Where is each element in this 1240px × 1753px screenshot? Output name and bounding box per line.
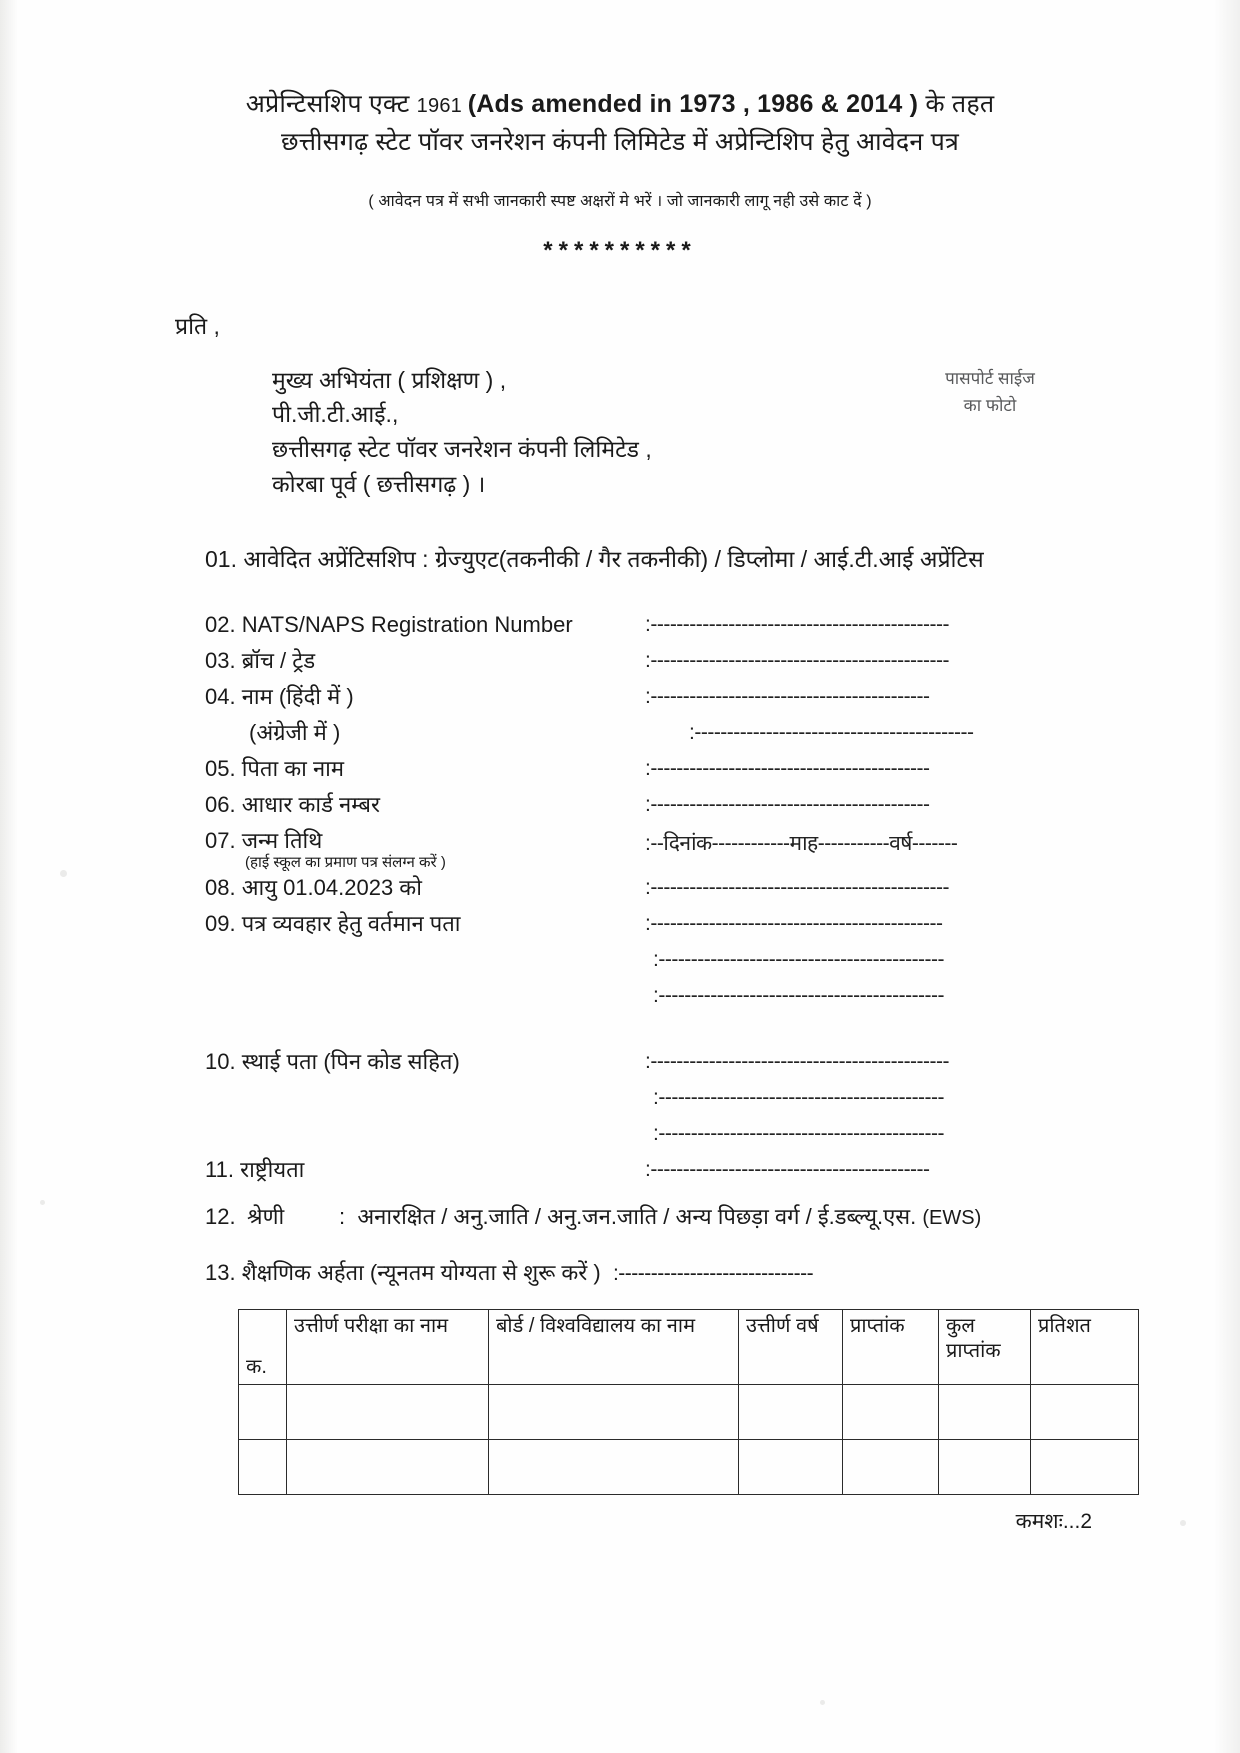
scan-speck	[820, 1700, 825, 1705]
table-cell-percentage[interactable]	[1031, 1439, 1139, 1494]
table-cell-serial[interactable]	[239, 1384, 287, 1439]
field-10-extra-row	[205, 1119, 1085, 1155]
field-03-number: 03.	[205, 648, 236, 674]
field-04-number: 04.	[205, 684, 236, 710]
field-row-04-english	[205, 718, 1085, 754]
title-amendment-note: (Ads amended in 1973 , 1986 & 2014 )	[467, 90, 919, 118]
field-05-input-line[interactable]: :-------------------------------------------	[645, 757, 930, 781]
field-10-text: स्थाई पता (पिन कोड सहित)	[241, 1048, 460, 1074]
field-12-ews-abbrev: (EWS)	[922, 1206, 982, 1229]
addressee-line: छत्तीसगढ़ स्टेट पॉवर जनरेशन कंपनी लिमिटेड ,	[272, 436, 652, 463]
field-11-input-line[interactable]: :-------------------------------------------	[645, 1157, 930, 1181]
field-09-input-line[interactable]: :---------------------------------------------	[645, 911, 943, 935]
star-divider: **********	[543, 236, 697, 264]
page-title-line-2: छत्तीसगढ़ स्टेट पॉवर जनरेशन कंपनी लिमिटेड में अप्रेन्टिशिप हेतु आवेदन पत्र	[280, 128, 959, 157]
field-02-label	[205, 610, 645, 639]
field-02-input-line[interactable]: :----------------------------------------------	[645, 613, 950, 637]
field-04-input-line[interactable]: :-------------------------------------------	[645, 685, 930, 709]
field-07-label	[205, 826, 645, 873]
field-09-extra-row	[205, 945, 1085, 981]
page-title-line-1	[0, 86, 1240, 122]
field-10-number: 10.	[205, 1048, 236, 1074]
addressee-line: कोरबा पूर्व ( छत्तीसगढ़ ) ।	[272, 471, 486, 498]
table-header-serial: क.	[239, 1309, 287, 1384]
table-cell-pass-year[interactable]	[739, 1384, 843, 1439]
table-cell-exam-name[interactable]	[287, 1384, 489, 1439]
field-row-03	[205, 646, 1085, 682]
table-cell-percentage[interactable]	[1031, 1384, 1139, 1439]
table-cell-board-university[interactable]	[489, 1439, 739, 1494]
field-12-label: श्रेणी	[247, 1203, 285, 1229]
field-08-number: 08.	[205, 874, 236, 900]
photo-placeholder-line-1: पासपोर्ट साईज	[945, 368, 1035, 388]
field-row-05	[205, 754, 1085, 790]
field-02-number: 02.	[205, 612, 236, 638]
table-row[interactable]	[239, 1439, 1139, 1494]
field-01-label: आवेदित अप्रेंटिसशिप :	[243, 546, 429, 573]
table-header-exam-name: उत्तीर्ण परीक्षा का नाम	[287, 1309, 489, 1384]
field-09-number: 09.	[205, 910, 236, 936]
table-header-percentage: प्रतिशत	[1031, 1309, 1139, 1384]
field-01-number: 01.	[205, 546, 237, 573]
field-row-02	[205, 610, 1085, 646]
field-07-text: जन्म तिथि	[241, 828, 323, 854]
field-12-options[interactable]: अनारक्षित / अनु.जाति / अनु.जन.जाति / अन्य पिछड़ा वर्ग / ई.डब्ल्यू.एस.	[357, 1203, 917, 1229]
field-row-10	[205, 1047, 1085, 1083]
field-06-label	[205, 790, 645, 819]
field-08-text: आयु 01.04.2023 को	[241, 874, 422, 900]
field-06-input-line[interactable]: :-------------------------------------------	[645, 793, 930, 817]
field-12-category	[205, 1201, 1240, 1231]
field-09-label	[205, 909, 645, 938]
table-header-marks-obtained: प्राप्तांक	[843, 1309, 939, 1384]
field-07-note: (हाई स्कूल का प्रमाण पत्र संलग्न करें )	[245, 854, 446, 872]
field-05-label	[205, 754, 645, 783]
field-06-number: 06.	[205, 792, 236, 818]
table-header-pass-year: उत्तीर्ण वर्ष	[739, 1309, 843, 1384]
page-continuation-note: कमशः...2	[1015, 1509, 1092, 1533]
field-11-label	[205, 1155, 645, 1184]
field-05-text: पिता का नाम	[241, 756, 345, 782]
field-01-options[interactable]: ग्रेज्युएट(तकनीकी / गैर तकनीकी) / डिप्लोमा / आई.टी.आई अप्रेंटिस	[434, 546, 984, 573]
fields-list	[205, 610, 1085, 1191]
field-07-number: 07.	[205, 828, 236, 854]
field-row-11	[205, 1155, 1085, 1191]
table-cell-total-marks[interactable]	[939, 1439, 1031, 1494]
field-12-number: 12.	[205, 1203, 236, 1229]
field-row-07	[205, 826, 1085, 873]
table-cell-serial[interactable]	[239, 1439, 287, 1494]
field-row-04	[205, 682, 1085, 718]
field-10-input-line-2[interactable]: :--------------------------------------------	[653, 1085, 945, 1109]
photo-placeholder-line-2: का फोटो	[963, 395, 1017, 415]
field-11-text: राष्ट्रीयता	[240, 1156, 305, 1182]
field-12-colon: :	[339, 1203, 346, 1229]
field-02-text: NATS/NAPS Registration Number	[241, 612, 573, 638]
field-10-extra-row	[205, 1083, 1085, 1119]
field-03-text: ब्रॉच / ट्रेड	[241, 648, 316, 674]
field-row-09	[205, 909, 1085, 945]
row-spacer	[205, 1017, 1085, 1047]
field-13-educational-qualification	[205, 1257, 1240, 1287]
table-row[interactable]	[239, 1384, 1139, 1439]
field-row-08	[205, 873, 1085, 909]
field-10-input-line-3[interactable]: :--------------------------------------------	[653, 1121, 945, 1145]
addressee-block	[0, 363, 1240, 503]
field-04-label	[205, 682, 645, 711]
field-09-text: पत्र व्यवहार हेतु वर्तमान पता	[241, 910, 461, 936]
table-cell-marks-obtained[interactable]	[843, 1439, 939, 1494]
field-13-label: शैक्षणिक अर्हता (न्यूनतम योग्यता से शुरू करें )	[241, 1259, 601, 1285]
table-cell-exam-name[interactable]	[287, 1439, 489, 1494]
table-cell-pass-year[interactable]	[739, 1439, 843, 1494]
table-header-total-marks: कुल प्राप्तांक	[939, 1309, 1031, 1384]
field-05-number: 05.	[205, 756, 236, 782]
title-suffix: के तहत	[918, 90, 995, 118]
addressee-line: पी.जी.टी.आई.,	[272, 401, 399, 428]
field-04-text: नाम (हिंदी में )	[241, 684, 354, 710]
qualification-table	[238, 1309, 1139, 1495]
field-01-apprenticeship-applied	[205, 542, 1240, 574]
field-13-input-line[interactable]: :------------------------------	[612, 1261, 814, 1285]
table-cell-marks-obtained[interactable]	[843, 1384, 939, 1439]
field-13-number: 13.	[205, 1259, 236, 1285]
qualification-table-wrapper	[238, 1309, 1091, 1495]
field-03-label	[205, 646, 645, 675]
addressee-line: मुख्य अभियंता ( प्रशिक्षण ) ,	[272, 366, 507, 393]
title-prefix: अप्रेन्टिसशिप एक्ट	[245, 90, 417, 118]
field-04-english-label: (अंग्रेजी में )	[249, 720, 341, 746]
field-07-input-line[interactable]: :--दिनांक------------माह-----------वर्ष-------	[645, 832, 958, 856]
table-cell-total-marks[interactable]	[939, 1384, 1031, 1439]
field-10-label	[205, 1047, 645, 1076]
field-row-06	[205, 790, 1085, 826]
table-header-board-university: बोर्ड / विश्वविद्यालय का नाम	[489, 1309, 739, 1384]
title-act-year: 1961	[416, 95, 468, 117]
field-11-number: 11.	[205, 1156, 234, 1182]
table-header-row	[239, 1309, 1139, 1384]
field-04-english-input-line[interactable]: :-------------------------------------------	[689, 721, 974, 745]
field-03-input-line[interactable]: :----------------------------------------------	[645, 649, 950, 673]
passport-photo-placeholder	[900, 365, 1080, 419]
field-09-extra-row	[205, 981, 1085, 1017]
field-09-input-line-2[interactable]: :--------------------------------------------	[653, 947, 945, 971]
field-09-input-line-3[interactable]: :--------------------------------------------	[653, 983, 945, 1007]
field-08-input-line[interactable]: :----------------------------------------------	[645, 875, 950, 899]
addressee-to-label: प्रति ,	[175, 312, 220, 339]
field-06-text: आधार कार्ड नम्बर	[241, 792, 380, 818]
instruction-note: ( आवेदन पत्र में सभी जानकारी स्पष्ट अक्षरों मे भरें । जो जानकारी लागू नही उसे काट दें )	[368, 192, 872, 210]
table-cell-board-university[interactable]	[489, 1384, 739, 1439]
field-08-label	[205, 873, 645, 902]
field-10-input-line[interactable]: :----------------------------------------------	[645, 1049, 950, 1073]
